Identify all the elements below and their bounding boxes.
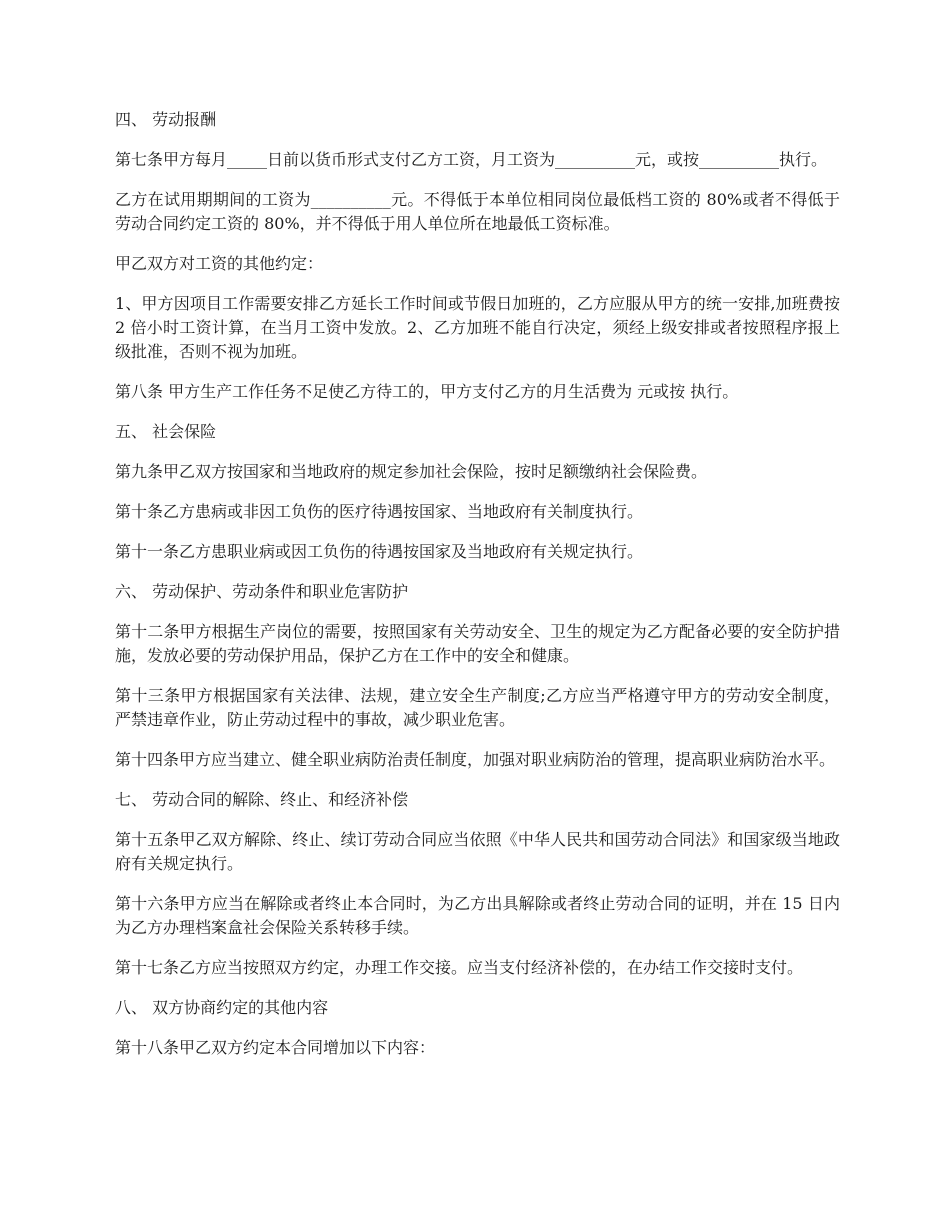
section-heading-termination: 七、 劳动合同的解除、终止、和经济补偿: [115, 790, 409, 809]
section-heading-labor-protection: 六、 劳动保护、劳动条件和职业危害防护: [115, 582, 409, 601]
section-heading-social-insurance: 五、 社会保险: [115, 422, 217, 441]
overtime-paragraph: 1、甲方因项目工作需要安排乙方延长工作时间或节假日加班的，乙方应服从甲方的统一安排,加班费按 2 倍小时工资计算，在当月工资中发放。2、乙方加班不能自行决定，须经上级安排或者按照程序报上级批准，否则不视为加班。: [115, 294, 840, 361]
article-10-paragraph: 第十条乙方患病或非因工负伤的医疗待遇按国家、当地政府有关制度执行。: [115, 502, 644, 521]
article-18-paragraph: 第十八条甲乙双方约定本合同增加以下内容：: [115, 1038, 436, 1057]
article-8-paragraph: 第八条 甲方生产工作任务不足使乙方待工的，甲方支付乙方的月生活费为 元或按 执行。: [115, 382, 739, 401]
article-12-paragraph: 第十二条甲方根据生产岗位的需要，按照国家有关劳动安全、卫生的规定为乙方配备必要的安全防护措施，发放必要的劳动保护用品，保护乙方在工作中的安全和健康。: [115, 622, 840, 665]
section-heading-remuneration: 四、 劳动报酬: [115, 110, 217, 129]
article-15-paragraph: 第十五条甲乙双方解除、终止、续订劳动合同应当依照《中华人民共和国劳动合同法》和国家级当地政府有关规定执行。: [115, 830, 840, 873]
article-11-paragraph: 第十一条乙方患职业病或因工负伤的待遇按国家及当地政府有关规定执行。: [115, 542, 644, 561]
probation-wage-paragraph: 乙方在试用期期间的工资为__________元。不得低于本单位相同岗位最低档工资的 80%或者不得低于劳动合同约定工资的 80%，并不得低于用人单位所在地最低工资标准。: [115, 190, 840, 233]
article-13-paragraph: 第十三条甲方根据国家有关法律、法规，建立安全生产制度;乙方应当严格遵守甲方的劳动安全制度，严禁违章作业，防止劳动过程中的事故，减少职业危害。: [115, 686, 840, 729]
other-wage-agreement-heading: 甲乙双方对工资的其他约定：: [115, 254, 324, 273]
article-14-paragraph: 第十四条甲方应当建立、健全职业病防治责任制度，加强对职业病防治的管理，提高职业病防治水平。: [115, 750, 836, 769]
document-body: [115, 108, 840, 1076]
section-heading-other-terms: 八、 双方协商约定的其他内容: [115, 998, 329, 1017]
article-9-paragraph: 第九条甲乙双方按国家和当地政府的规定参加社会保险，按时足额缴纳社会保险费。: [115, 462, 708, 481]
article-16-paragraph: 第十六条甲方应当在解除或者终止本合同时，为乙方出具解除或者终止劳动合同的证明，并在 15 日内为乙方办理档案盒社会保险关系转移手续。: [115, 894, 840, 937]
article-7-paragraph: 第七条甲方每月_____日前以货币形式支付乙方工资，月工资为__________元，或按__________执行。: [115, 150, 828, 169]
article-17-paragraph: 第十七条乙方应当按照双方约定，办理工作交接。应当支付经济补偿的，在办结工作交接时支付。: [115, 958, 804, 977]
